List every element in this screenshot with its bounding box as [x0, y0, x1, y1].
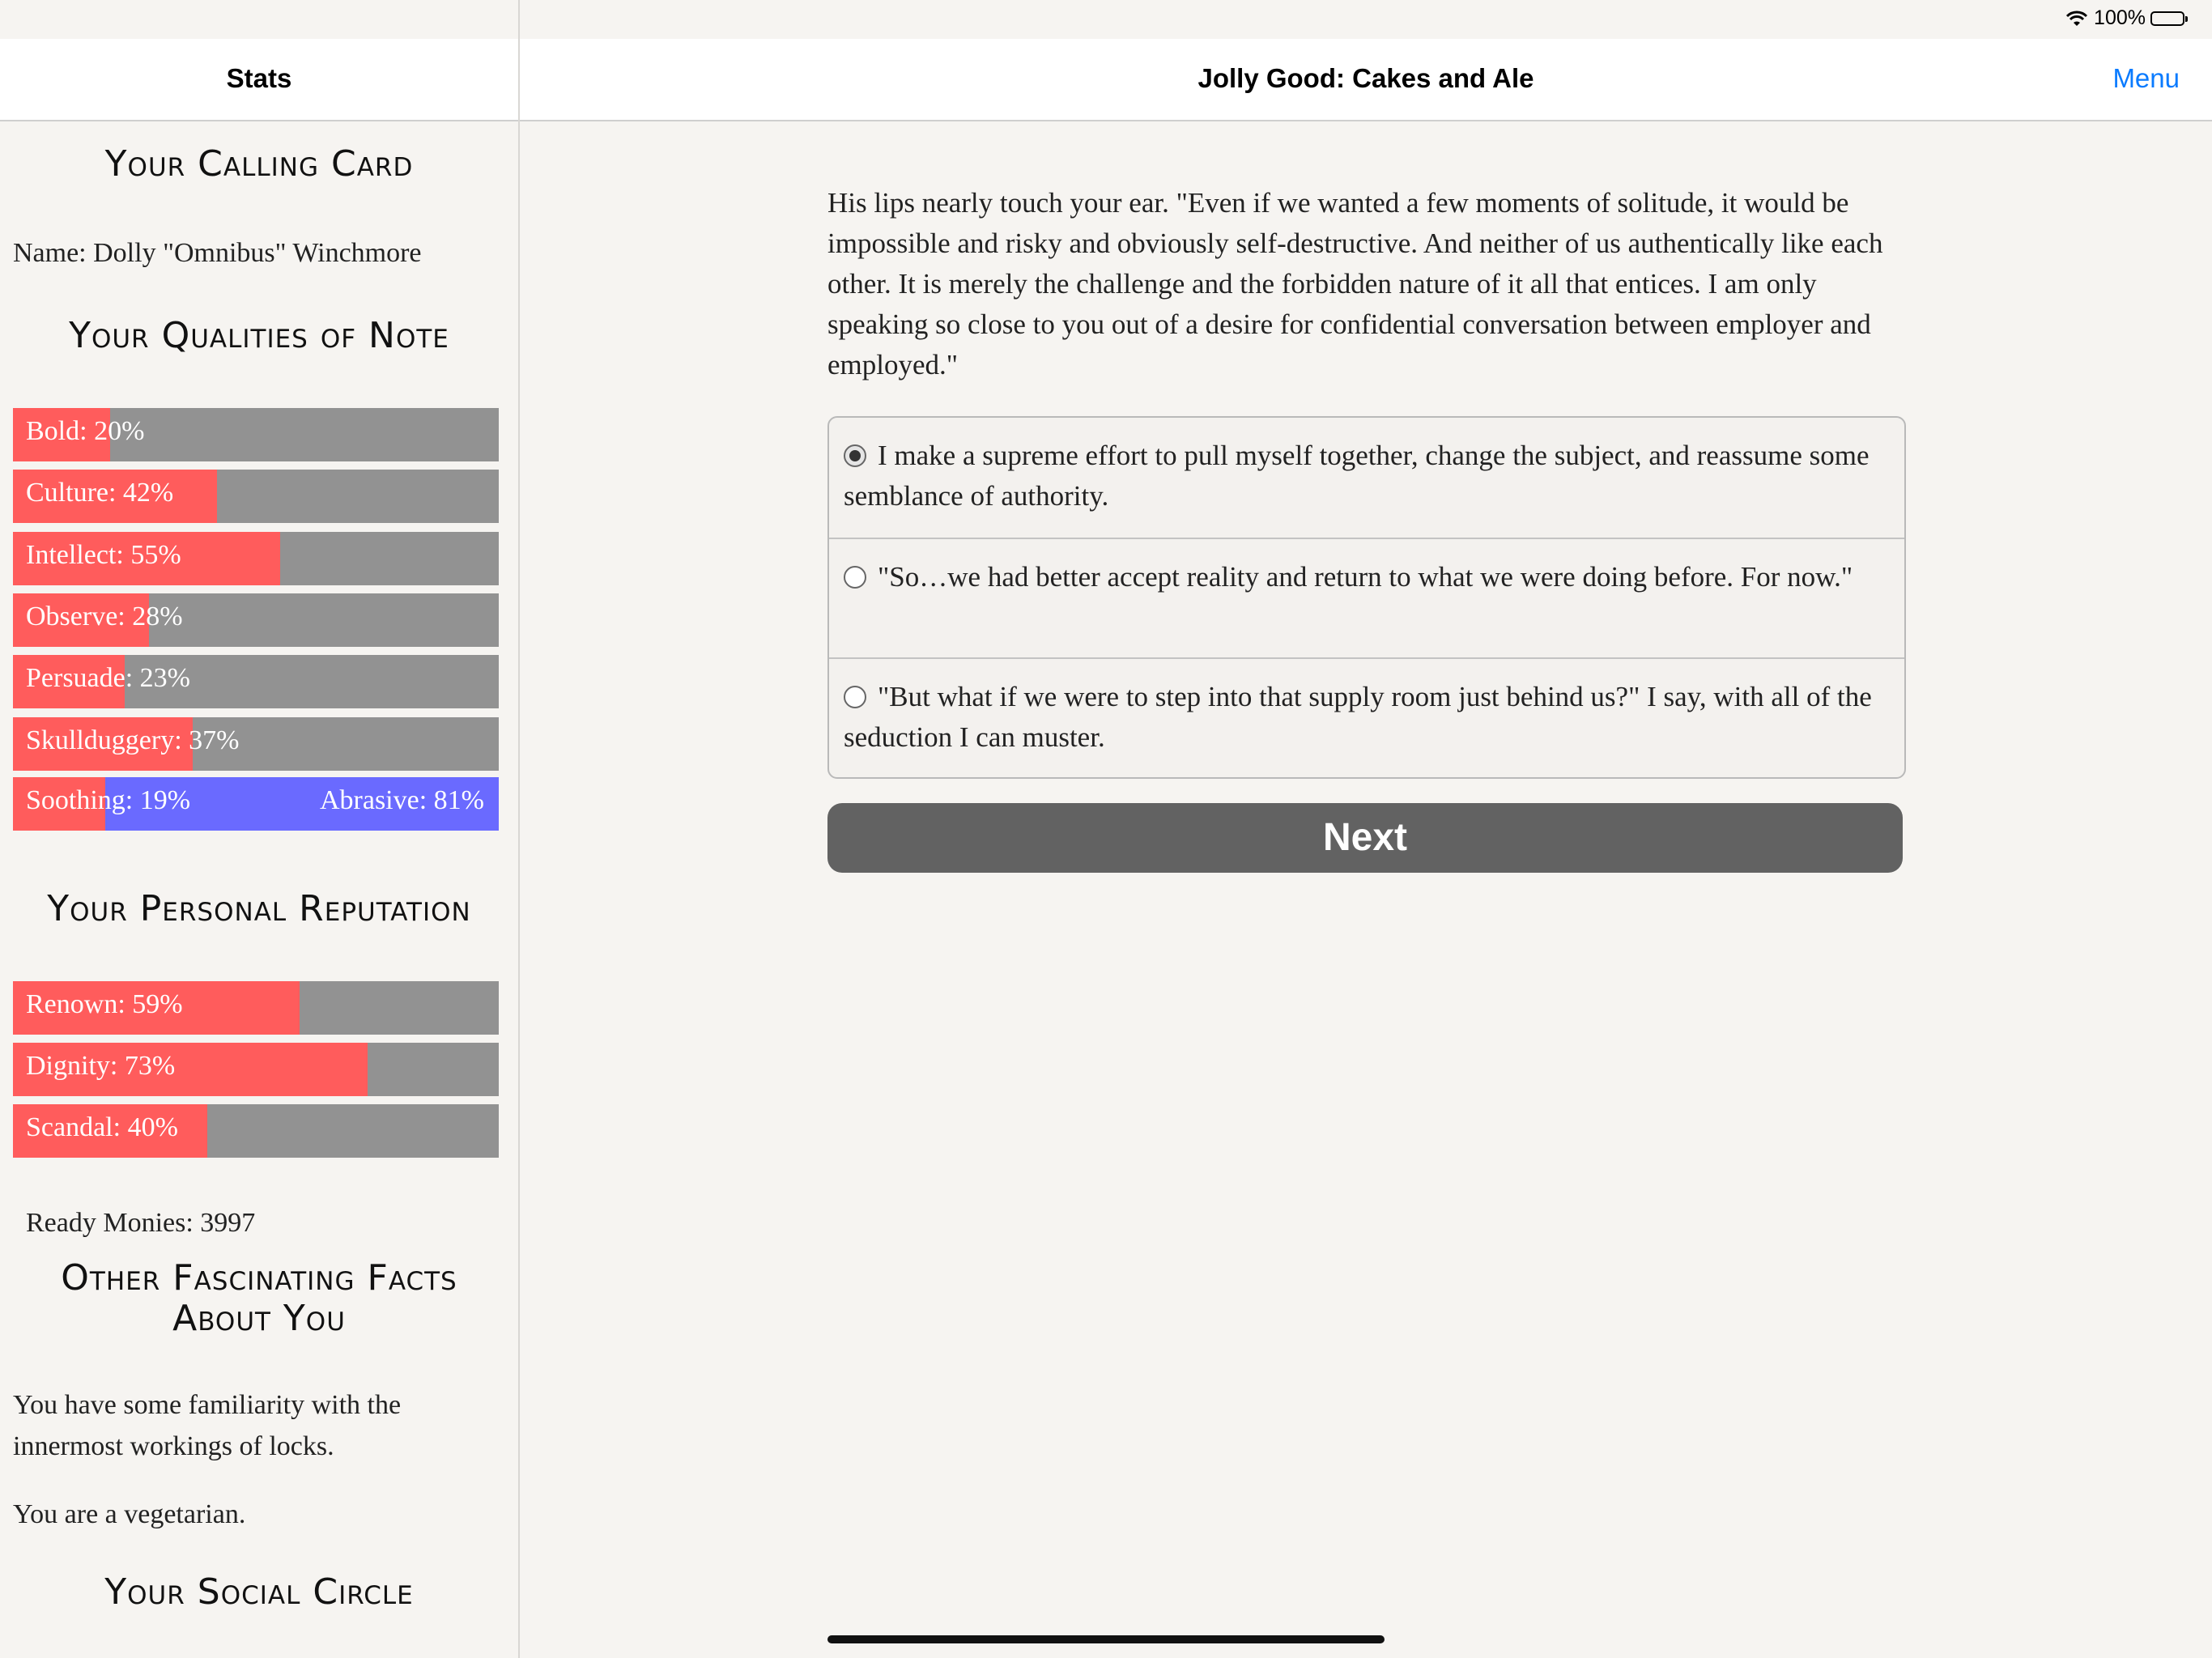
- radio-button[interactable]: [844, 566, 866, 589]
- wifi-icon: [2065, 10, 2089, 28]
- battery-percent: 100%: [2094, 6, 2146, 29]
- choice-option[interactable]: [829, 657, 1904, 777]
- game-title: Jolly Good: Cakes and Ale: [1197, 63, 1534, 93]
- radio-button[interactable]: [844, 686, 866, 708]
- fact-locks: You have some familiarity with the innermost workings of locks.: [13, 1390, 402, 1461]
- quality-bar: [13, 470, 499, 523]
- choice-text: I make a supreme effort to pull myself together, change the subject, and reassume some semblance of authority.: [844, 440, 1870, 512]
- reputation-bar: [13, 981, 499, 1035]
- quality-bar-label: Intellect: 55%: [26, 539, 181, 570]
- story-text: His lips nearly touch your ear. "Even if we wanted a few moments of solitude, it would be impossible and risky and obviously self-destructive. And neither of us authentically like each other. It is merely the challenge and the forbidden nature of it all that entices. I am only speaking so close to you out of a desire for confidential conversation between employer and employed.": [827, 187, 1883, 380]
- home-indicator[interactable]: [827, 1635, 1385, 1643]
- quality-bar-label: Observe: 28%: [26, 601, 183, 631]
- choice-option[interactable]: [829, 538, 1904, 657]
- quality-bar: [13, 655, 499, 708]
- quality-bar-label: Skullduggery: 37%: [26, 725, 240, 755]
- choice-list: [827, 416, 1906, 779]
- reputation-bar-label: Renown: 59%: [26, 989, 183, 1019]
- qualities-heading: Your Qualities of Note: [69, 315, 449, 356]
- reputation-bar-label: Dignity: 73%: [26, 1051, 176, 1081]
- main-nav-bar: [520, 39, 2212, 121]
- reputation-heading: Your Personal Reputation: [47, 888, 471, 929]
- stats-sidebar: [0, 0, 520, 1658]
- quality-bar: [13, 593, 499, 647]
- stat-bar-soothing-abrasive: [13, 777, 499, 831]
- choice-text: "But what if we were to step into that supply room just behind us?" I say, with all of the seduction I can muster.: [844, 681, 1872, 753]
- sidebar-nav-bar: [0, 39, 518, 121]
- quality-bar-label: Bold: 20%: [26, 416, 145, 446]
- ready-monies: Ready Monies: 3997: [26, 1208, 256, 1238]
- reputation-bar-label: Scandal: 40%: [26, 1112, 178, 1142]
- sidebar-title: Stats: [226, 63, 292, 93]
- menu-button[interactable]: Menu: [2112, 63, 2180, 93]
- quality-bar: [13, 532, 499, 585]
- quality-bar-label: Culture: 42%: [26, 478, 174, 508]
- choice-option[interactable]: [829, 418, 1904, 538]
- name-line: Name: Dolly "Omnibus" Winchmore: [13, 238, 422, 268]
- soothing-label: Soothing: 19%: [26, 785, 191, 815]
- quality-bar: [13, 717, 499, 771]
- fact-vegetarian: You are a vegetarian.: [13, 1499, 246, 1529]
- calling-card-heading: Your Calling Card: [104, 143, 414, 185]
- choice-text: "So…we had better accept reality and return to what we were doing before. For now.": [878, 561, 1853, 593]
- radio-button[interactable]: [844, 444, 866, 467]
- quality-bar-label: Persuade: 23%: [26, 663, 191, 694]
- social-circle-heading: Your Social Circle: [104, 1571, 414, 1613]
- abrasive-label: Abrasive: 81%: [319, 785, 484, 815]
- reputation-bar: [13, 1043, 499, 1096]
- facts-heading: Other Fascinating Facts About You: [61, 1257, 457, 1339]
- reputation-bar: [13, 1104, 499, 1158]
- quality-bar: [13, 408, 499, 461]
- battery-icon: [2150, 11, 2184, 26]
- status-right: [2065, 6, 2184, 30]
- next-button[interactable]: Next: [827, 803, 1903, 873]
